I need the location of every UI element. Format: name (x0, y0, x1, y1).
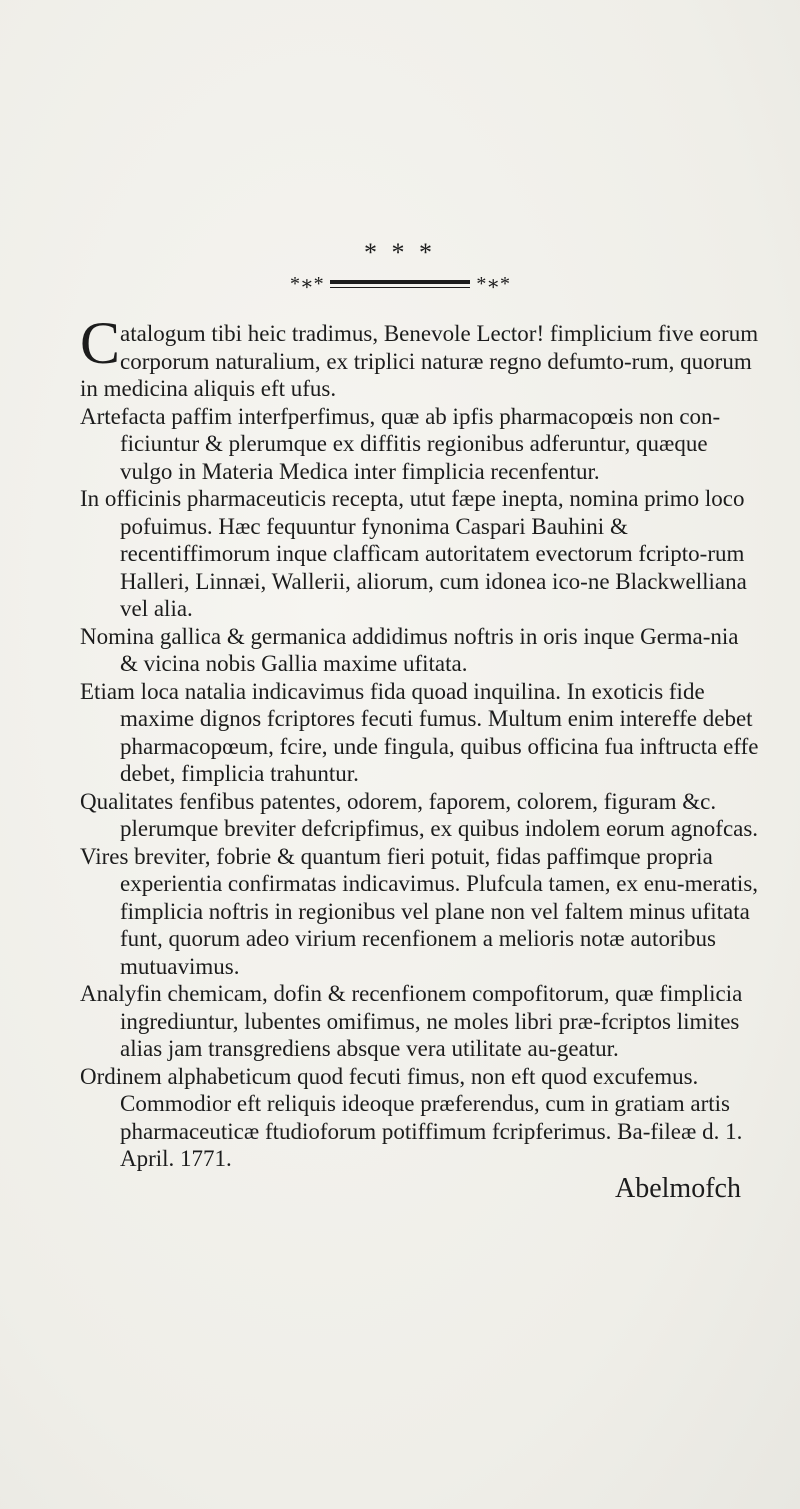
preface-paragraph-7: Vires breviter, fobrie & quantum fieri potuit, fidas paffimque propria experientia confirmatas indicavimus. Plufcula tamen, ex enu-meratis, fimplicia noftris in regionibus vel plane non vel faltem minus ufitata funt, quorum adeo virium recenfionem a melioris notæ autoribus mutuavimus. (80, 843, 759, 979)
preface-paragraph-3: In officinis pharmaceuticis recepta, utut fæpe inepta, nomina primo loco pofuimus. Hæc fequuntur fynonima Caspari Bauhini & recentiffimorum inque claffìcam autoritatem evectorum fcripto-rum Halleri, Linnæi, Wallerii, aliorum, cum idonea ico-ne Blackwelliana vel alia. (80, 486, 747, 621)
preface-paragraph-5: Etiam loca natalia indicavimus fida quoad inquilina. In exoticis fide maxime dignos fcriptores fecuti fumus. Multum enim intereffe debet pharmacopœum, fcire, unde fingula, quibus officina fua inftructa effe debet, fimplicia trahuntur. (80, 678, 759, 786)
header-ornament (290, 238, 510, 308)
ornament-rule (290, 272, 510, 296)
ornament-bar-thick (330, 280, 470, 284)
preface-paragraph-4: Nomina gallica & germanica addidimus noftris in oris inque Germa-nia & vicina nobis Gallia maxime ufitata. (80, 623, 739, 676)
ornament-bar-thin (330, 287, 470, 288)
signature: Abelmofch (615, 1173, 741, 1204)
ornament-stars-top: * * * (364, 238, 436, 267)
preface-paragraph-1-text: atalogum tibi heic tradimus, Benevole Lector! fimplicium five eorum corporum naturalium, ex triplici naturæ regno defumto-rum, quorum in medicina aliquis eft ufus. (80, 321, 759, 401)
drop-cap: C (80, 310, 121, 376)
preface-paragraph-1 (80, 310, 762, 403)
preface-text (80, 310, 762, 1173)
ornament-stars-right: *∗* (476, 273, 510, 295)
preface-paragraph-6: Qualitates fenfibus patentes, odorem, faporem, colorem, figuram &c. plerumque breviter defcripfimus, ex quibus indolem eorum agnofcas. (80, 788, 759, 841)
preface-paragraph-2: Artefacta paffim interfperfimus, quæ ab ipfis pharmacopœis non con-ficiuntur & plerumque ex diffitis regionibus adferuntur, quæque vulgo in Materia Medica inter fimplicia recenfentur. (80, 403, 721, 484)
preface-paragraph-9: Ordinem alphabeticum quod fecuti fimus, non eft quod excufemus. Commodior eft reliquis ideoque præferendus, cum in gratiam artis pharmaceuticæ ftudioforum potiffimum fcripferimus. Ba-fileæ d. 1. April. 1771. (80, 1063, 743, 1171)
ornament-stars-left: *∗* (290, 273, 324, 295)
preface-paragraph-8: Analyfin chemicam, dofin & recenfionem compofitorum, quæ fimplicia ingrediuntur, lubentes omifimus, ne moles libri præ-fcriptos limites alias jam transgrediens absque vera utilitate au-geatur. (80, 981, 743, 1061)
